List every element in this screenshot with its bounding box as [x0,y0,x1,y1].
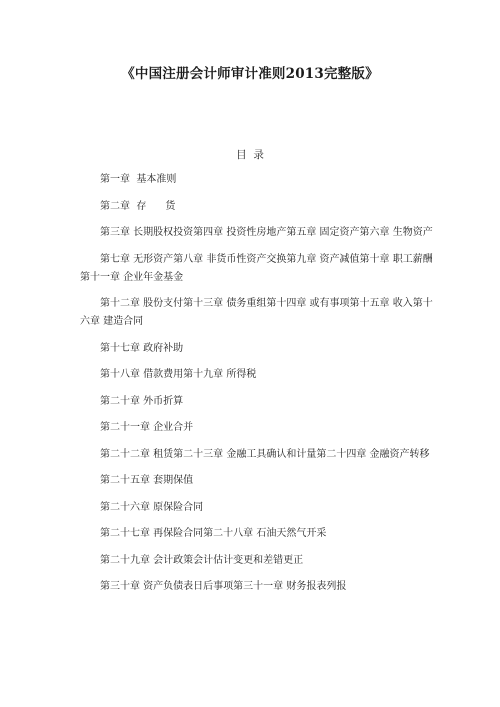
toc-entry: 第二十六章 原保险合同 [100,501,204,513]
toc-entry: 第十七章 政府补助 [100,342,184,354]
toc-entry: 第三十章 资产负债表日后事项第三十一章 财务报表列报 [100,581,347,592]
toc-entry: 第一章 基本准则 [100,174,177,185]
toc-entry: 第二十九章 会计政策会计估计变更和差错更正 [100,554,304,566]
document-title: 《中国注册会计师审计准则2013完整版》 [121,66,379,82]
toc-entry: 第三章 长期股权投资第四章 投资性房地产第五章 固定资产第六章 生物资产 [100,227,433,238]
toc-entry: 第二章 存 货 [100,200,176,212]
toc-entry: 第二十七章 再保险合同第二十八章 石油天然气开采 [100,528,327,539]
toc-entry: 第二十五章 套期保值 [100,475,194,486]
toc-entry: 第二十章 外币折算 [100,395,184,407]
toc-entry: 第七章 无形资产第八章 非货币性资产交换第九章 资产减值第十章 职工薪酬第十一章 企业年金基金 [80,253,433,283]
toc-heading: 目 录 [236,149,264,161]
toc-entry: 第二十二章 租赁第二十三章 金融工具确认和计量第二十四章 金融资产转移 [100,448,430,460]
toc-entry: 第十八章 借款费用第十九章 所得税 [100,369,257,380]
toc-entry: 第十二章 股份支付第十三章 债务重组第十四章 或有事项第十五章 收入第十六章 建造合同 [80,298,433,327]
toc-entry: 第二十一章 企业合并 [100,422,194,433]
table-of-contents [80,171,436,605]
